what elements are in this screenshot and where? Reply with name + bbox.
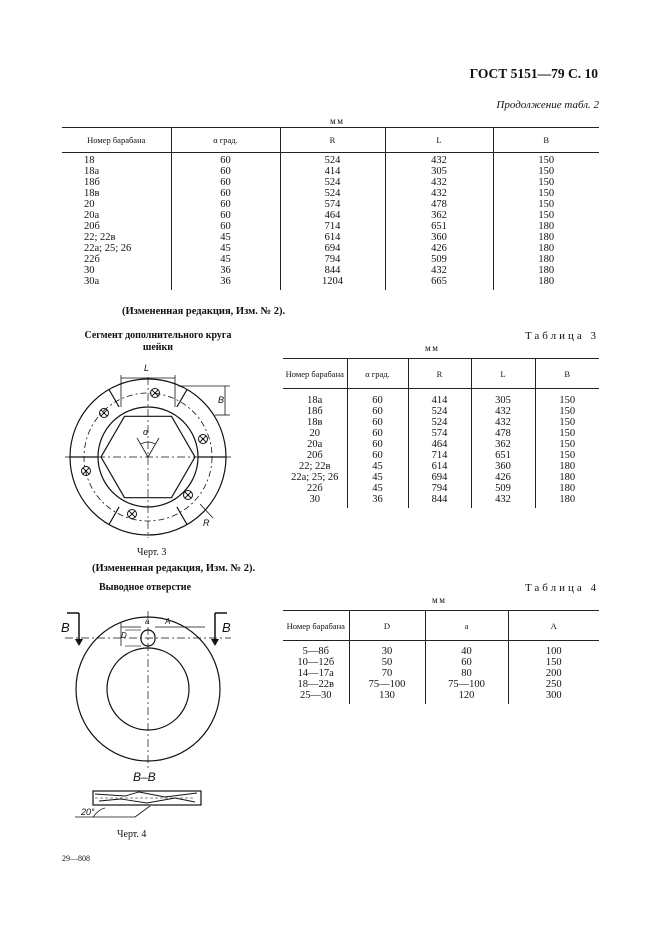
table4 [283,610,599,704]
table2-cell: 30а [62,276,171,290]
table3-cell: 426 [471,472,535,483]
table4-cell: 40 [425,641,508,658]
table3-cell: 60 [347,417,408,428]
table4-body [283,641,599,705]
table2-cell: 30 [62,265,171,276]
table4-cell: 14—17а [283,668,349,679]
table3-cell: 150 [559,395,576,406]
table2-cell: 60 [171,188,280,199]
outlet-hole-drawing [55,603,240,828]
table2-row [62,265,599,276]
table4-row [283,690,599,704]
table3-cell: 60 [347,406,408,417]
label-b-right: B [222,620,231,635]
section4-title: Выводное отверстие [99,582,192,593]
table3-cell: 20а [283,439,347,450]
table2-header-number: Номер барабана [62,128,171,153]
table2-cell: 426 [385,243,493,254]
table4-cell: 80 [425,668,508,679]
table2-cell: 18в [62,188,171,199]
table2-cell: 20а [62,210,171,221]
table3-cell: 432 [471,494,535,508]
table3-cell: 30 [283,494,347,508]
table3-cell: 524 [408,406,471,417]
section-label: B–B [133,770,156,784]
table2-cell: 60 [171,221,280,232]
table3-cell: 180 [559,472,576,483]
table2-cell: 20б [62,221,171,232]
table4-row [283,668,599,679]
table3-cell: 180 [559,461,576,472]
label-r: R [203,518,210,528]
table2-row [62,166,599,177]
table2-row [62,210,599,221]
page-header: ГОСТ 5151—79 С. 10 [469,66,598,81]
table2-cell: 305 [385,166,493,177]
table2-unit: мм [330,116,345,126]
table3-body [283,389,599,509]
table4-cell: 70 [349,668,425,679]
table2-row [62,199,599,210]
table3-cell: 432 [471,406,535,417]
table3-title: Таблица 3 [524,330,599,342]
table2 [62,127,599,290]
segment-drawing [55,352,245,547]
table2-cell: 150 [538,177,555,188]
table2-row [62,177,599,188]
table2-cell: 60 [171,166,280,177]
table2-cell: 524 [280,153,385,167]
drawing4-caption: Черт. 4 [117,829,147,840]
table3-header-b: B [535,359,599,389]
table3-cell: 18б [283,406,347,417]
table2-header-r: R [280,128,385,153]
table4-cell: 60 [425,657,508,668]
table2-cell: 20 [62,199,171,210]
section3-title [68,330,248,354]
table3-row [283,428,599,439]
table3-cell: 614 [408,461,471,472]
table2-cell: 524 [280,188,385,199]
table4-cell: 300 [545,690,562,701]
table3-header-r: R [408,359,471,389]
table3-cell: 150 [559,439,576,450]
table2-cell: 464 [280,210,385,221]
table3-cell: 18а [283,389,347,407]
table3-cell: 180 [559,483,576,494]
label-a-small: a [145,617,150,626]
table3-row [283,417,599,428]
table3-row [283,461,599,472]
table2-cell: 432 [385,265,493,276]
section3-title-line2: шейки [142,342,174,353]
table3-cell: 414 [408,389,471,407]
table2-cell: 180 [538,265,555,276]
table3-cell: 22; 22в [283,461,347,472]
table2-cell: 651 [385,221,493,232]
table4-cell: 75—100 [349,679,425,690]
table3-cell: 36 [347,494,408,508]
table4-cell: 250 [545,679,562,690]
table3-row [283,483,599,494]
table2-cell: 150 [538,166,555,177]
table3-cell: 60 [347,389,408,407]
table2-header-b: B [493,128,599,153]
table2-row [62,254,599,265]
section3-title-line1: Сегмент дополнительного круга [84,330,232,341]
table2-cell: 574 [280,199,385,210]
label-l: L [144,363,150,373]
table2-cell: 18 [62,153,171,167]
table3-cell: 180 [559,494,576,505]
table4-cell: 10—12б [283,657,349,668]
table2-row [62,243,599,254]
table4-cell: 5—8б [283,641,349,658]
table2-header-l: L [385,128,493,153]
table3-cell: 524 [408,417,471,428]
table4-header-a: a [425,611,508,641]
table2-cell: 524 [280,177,385,188]
table4-header-d: D [349,611,425,641]
label-alpha: α [143,427,149,437]
table2-cell: 60 [171,177,280,188]
table4-cell: 75—100 [425,679,508,690]
table3-header-number: Номер барабана [283,359,347,389]
table2-cell: 150 [538,199,555,210]
table4-row [283,657,599,668]
table4-header-a-upper: A [508,611,599,641]
table3-cell: 478 [471,428,535,439]
table2-cell: 714 [280,221,385,232]
table4-row [283,679,599,690]
table-continuation-label: Продолжение табл. 2 [496,99,599,111]
table2-cell: 18а [62,166,171,177]
table3-cell: 574 [408,428,471,439]
label-b: B [218,395,225,405]
table2-row [62,276,599,290]
table4-unit: мм [432,595,447,605]
table2-cell: 694 [280,243,385,254]
table2-cell: 22; 22в [62,232,171,243]
table2-cell: 180 [538,232,555,243]
table2-row [62,153,599,167]
table4-cell: 130 [349,690,425,704]
drawing3-caption: Черт. 3 [137,547,167,558]
table2-cell: 36 [171,265,280,276]
table3-row [283,494,599,508]
table4-cell: 200 [545,668,562,679]
table3-cell: 22б [283,483,347,494]
table3-cell: 714 [408,450,471,461]
label-d: D [121,631,127,640]
table3-cell: 844 [408,494,471,508]
table2-cell: 414 [280,166,385,177]
table3-header-alpha: α град. [347,359,408,389]
table2-cell: 432 [385,188,493,199]
table2-cell: 1204 [280,276,385,290]
table2-cell: 180 [538,254,555,265]
table2-edit-note: (Измененная редакция, Изм. № 2). [122,306,286,317]
table4-header-number: Номер барабана [283,611,349,641]
table2-cell: 614 [280,232,385,243]
table4-cell: 150 [545,657,562,668]
table3-cell: 60 [347,428,408,439]
table3-cell: 509 [471,483,535,494]
table2-cell: 36 [171,276,280,290]
table3-row [283,439,599,450]
table4-title: Таблица 4 [524,582,599,594]
table2-header-alpha: α град. [171,128,280,153]
table3-cell: 18в [283,417,347,428]
table2-cell: 60 [171,153,280,167]
table2-cell: 150 [538,188,555,199]
table2-cell: 22б [62,254,171,265]
table2-body [62,153,599,291]
table2-cell: 180 [538,243,555,254]
table3-cell: 305 [471,389,535,407]
table2-cell: 60 [171,199,280,210]
table3-unit: мм [425,343,440,353]
table2-cell: 45 [171,254,280,265]
table4-cell: 25—30 [283,690,349,704]
table2-cell: 180 [538,276,555,287]
table2-cell: 150 [538,155,555,166]
table2-cell: 360 [385,232,493,243]
table2-row [62,188,599,199]
table3-cell: 362 [471,439,535,450]
table3-cell: 45 [347,472,408,483]
table2-cell: 362 [385,210,493,221]
table2-cell: 60 [171,210,280,221]
table2-cell: 150 [538,210,555,221]
table2-cell: 180 [538,221,555,232]
table4-cell: 100 [545,646,562,657]
table3-header-l: L [471,359,535,389]
table3-cell: 432 [471,417,535,428]
table3-cell: 150 [559,428,576,439]
table2-cell: 45 [171,243,280,254]
table2-cell: 432 [385,153,493,167]
table2-cell: 794 [280,254,385,265]
table4-cell: 50 [349,657,425,668]
table4-row [283,641,599,658]
label-b-left: B [61,620,70,635]
table3-cell: 20 [283,428,347,439]
table3-cell: 20б [283,450,347,461]
table2-cell: 478 [385,199,493,210]
table3-row [283,450,599,461]
table2-cell: 509 [385,254,493,265]
label-a-large: A [165,617,171,626]
table2-cell: 665 [385,276,493,290]
table3 [283,358,599,508]
table2-cell: 22а; 25; 26 [62,243,171,254]
table3-cell: 651 [471,450,535,461]
table3-row [283,472,599,483]
table3-cell: 60 [347,439,408,450]
table3-cell: 150 [559,450,576,461]
table3-cell: 464 [408,439,471,450]
table3-cell: 45 [347,483,408,494]
table4-cell: 18—22в [283,679,349,690]
table4-cell: 30 [349,641,425,658]
table2-cell: 432 [385,177,493,188]
table2-row [62,221,599,232]
section3-edit-note: (Измененная редакция, Изм. № 2). [92,563,256,574]
footer-code: 29—808 [62,854,90,863]
table3-cell: 360 [471,461,535,472]
table3-cell: 794 [408,483,471,494]
table2-cell: 45 [171,232,280,243]
table3-cell: 150 [559,417,576,428]
table3-cell: 694 [408,472,471,483]
table3-row [283,406,599,417]
table3-cell: 45 [347,461,408,472]
table3-cell: 22а; 25; 26 [283,472,347,483]
table2-cell: 18б [62,177,171,188]
table4-cell: 120 [425,690,508,704]
table2-cell: 844 [280,265,385,276]
table3-cell: 60 [347,450,408,461]
angle-label: 20° [81,807,95,817]
table3-cell: 150 [559,406,576,417]
table2-row [62,232,599,243]
table3-row [283,389,599,407]
